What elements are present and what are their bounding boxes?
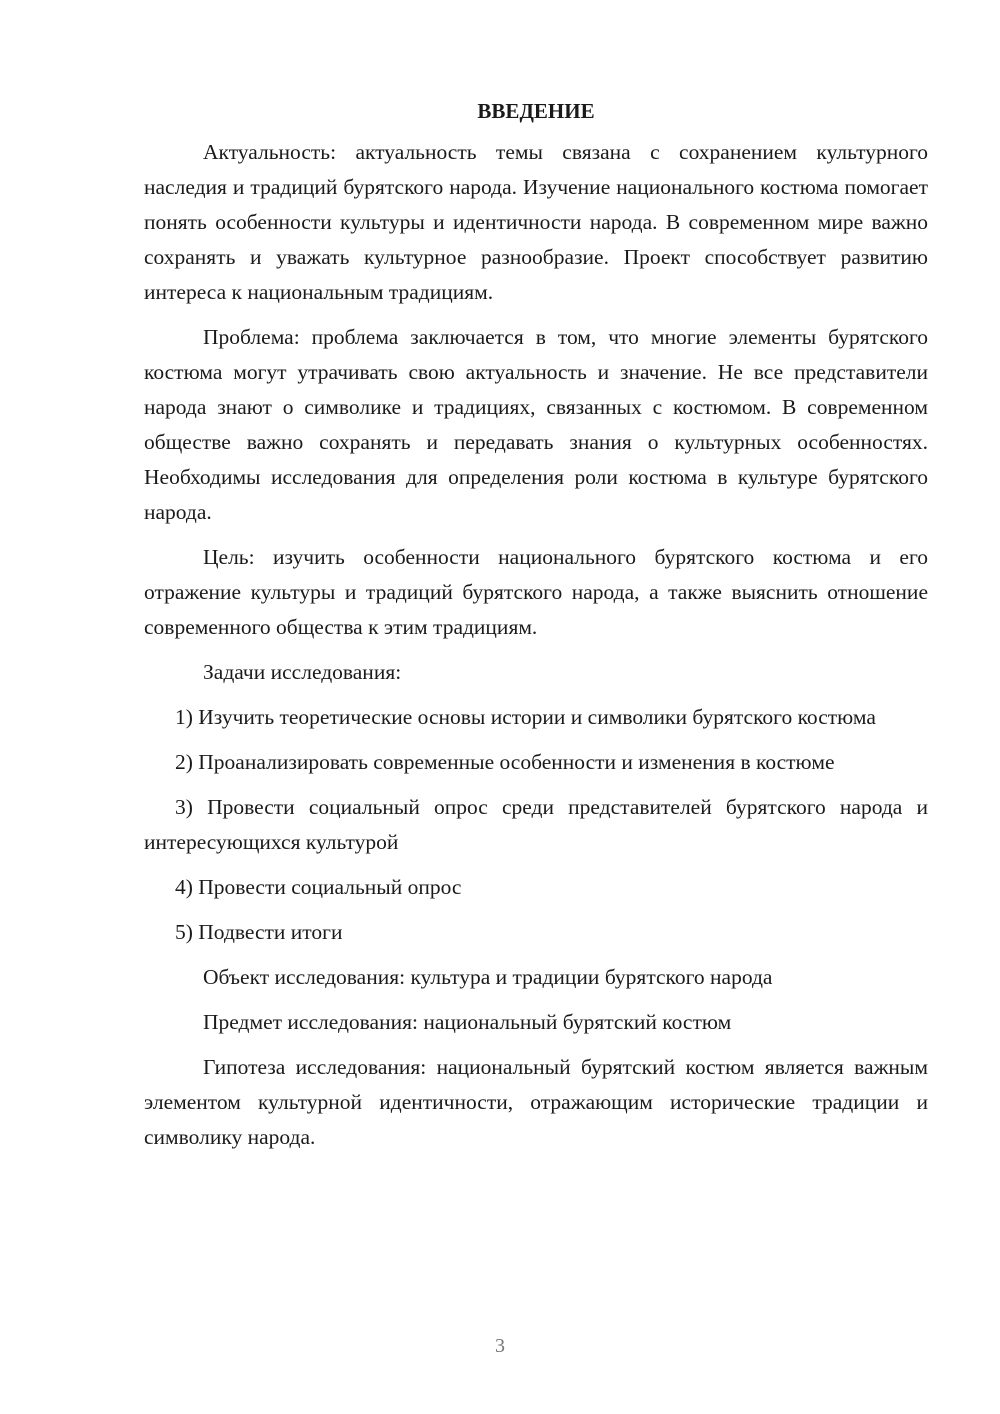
page-content — [144, 94, 928, 1165]
research-object: Объект исследования: культура и традиции бурятского народа — [203, 965, 773, 989]
page-number: 3 — [495, 1335, 505, 1357]
section-heading: ВВЕДЕНИЕ — [477, 99, 595, 123]
task-item-4: 4) Провести социальный опрос — [175, 875, 462, 899]
task-item-3: 3) Провести социальный опрос среди представителей бурятского народа и интересующихся культурой — [144, 795, 928, 854]
task-item-5: 5) Подвести итоги — [175, 920, 343, 944]
research-subject: Предмет исследования: национальный бурятский костюм — [203, 1010, 732, 1034]
task-item-1: 1) Изучить теоретические основы истории и символики бурятского костюма — [175, 705, 876, 729]
goal-paragraph: Цель: изучить особенности национального бурятского костюма и его отражение культуры и традиций бурятского народа, а также выяснить отношение современного общества к этим традициям. — [144, 545, 928, 639]
tasks-title: Задачи исследования: — [203, 660, 402, 684]
research-hypothesis: Гипотеза исследования: национальный бурятский костюм является важным элементом культурной идентичности, отражающим исторические традиции и символику народа. — [144, 1055, 928, 1149]
relevance-paragraph: Актуальность: актуальность темы связана с сохранением культурного наследия и традиций бурятского народа. Изучение национального костюма помогает понять особенности культуры и идентичности народа. В современном мире важно сохранять и уважать культурное разнообразие. Проект способствует развитию интереса к национальным традициям. — [144, 140, 928, 304]
task-item-2: 2) Проанализировать современные особенности и изменения в костюме — [175, 750, 835, 774]
problem-paragraph: Проблема: проблема заключается в том, что многие элементы бурятского костюма могут утрачивать свою актуальность и значение. Не все представители народа знают о символике и традициях, связанных с костюмом. В современном обществе важно сохранять и передавать знания о культурных особенностях. Необходимы исследования для определения роли костюма в культуре бурятского народа. — [144, 325, 928, 524]
